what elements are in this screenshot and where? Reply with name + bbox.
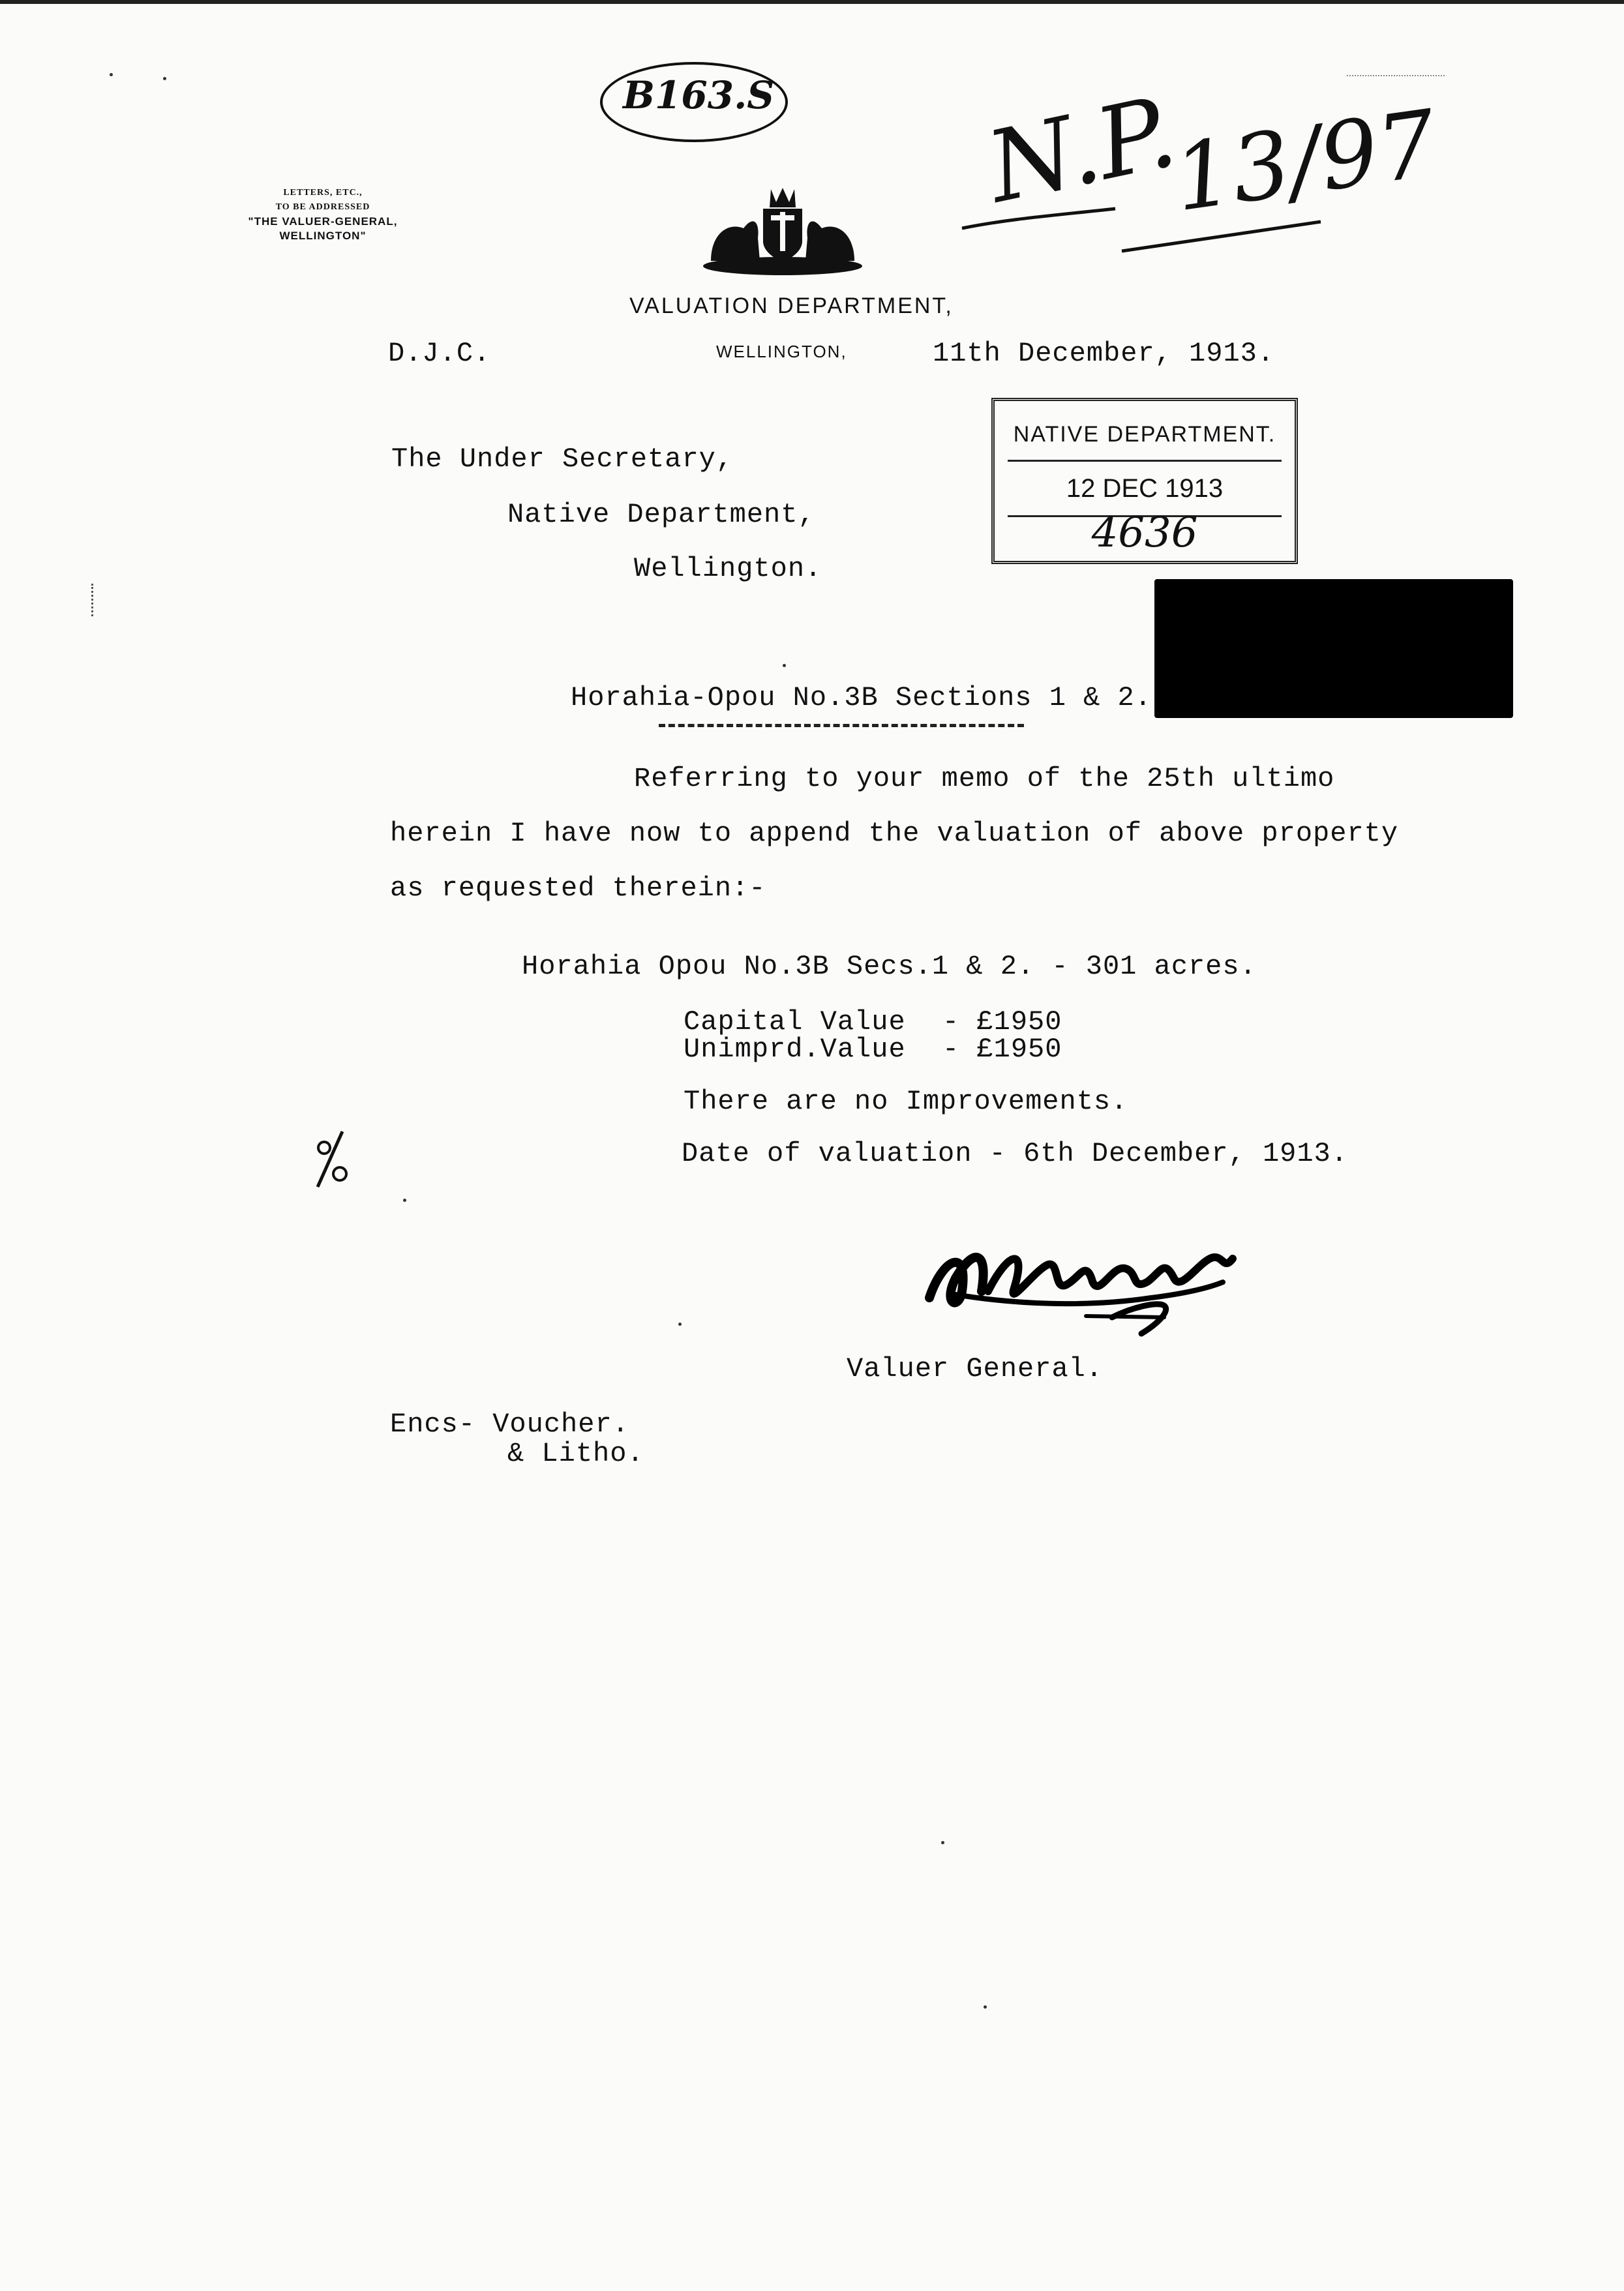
address-line-4: WELLINGTON" — [279, 230, 367, 242]
top-border — [0, 0, 1624, 4]
subject-line: Horahia-Opou No.3B Sections 1 & 2. — [571, 682, 1152, 713]
department-heading: VALUATION DEPARTMENT, — [629, 293, 954, 318]
scan-speck — [678, 1323, 682, 1326]
recipient-line-3: Wellington. — [634, 553, 822, 584]
stamp-date: 12 DEC 1913 — [1066, 474, 1224, 503]
improvements-line: There are no Improvements. — [684, 1086, 1128, 1117]
body-line-2: herein I have now to append the valuation of above property — [390, 818, 1399, 849]
scan-speck — [110, 73, 113, 76]
address-line-3: "THE VALUER-GENERAL, — [248, 215, 398, 228]
redaction-block — [1154, 579, 1513, 718]
valuation-date-line: Date of valuation - 6th December, 1913. — [682, 1138, 1348, 1169]
body-line-3: as requested therein:- — [390, 873, 766, 904]
initials: D.J.C. — [388, 338, 491, 369]
coat-of-arms-icon — [698, 183, 867, 277]
property-line: Horahia Opou No.3B Secs.1 & 2. - 301 acres. — [522, 951, 1257, 982]
signatory-title: Valuer General. — [847, 1353, 1104, 1385]
recipient-line-1: The Under Secretary, — [391, 443, 734, 475]
margin-mark-icon — [310, 1128, 355, 1193]
address-line-2: TO BE ADDRESSED — [275, 202, 370, 212]
scan-speck — [783, 664, 786, 667]
scan-speck — [163, 77, 166, 80]
recipient-line-2: Native Department, — [507, 499, 815, 530]
letterhead-address — [215, 186, 430, 243]
unimproved-value-amount: - £1950 — [942, 1034, 1062, 1065]
enclosures-line-2: & Litho. — [507, 1438, 644, 1469]
reference-number: B163.S — [623, 73, 775, 117]
scan-speck — [403, 1199, 406, 1202]
signature-icon — [916, 1220, 1242, 1340]
scan-speck — [984, 2005, 987, 2009]
subject-underline — [659, 721, 1024, 727]
address-line-1: LETTERS, ETC., — [283, 188, 363, 198]
enclosures-line-1: Encs- Voucher. — [390, 1409, 629, 1440]
letterhead-city: WELLINGTON, — [716, 342, 847, 361]
unimproved-value-label: Unimprd.Value — [684, 1034, 906, 1065]
file-number-underline — [959, 189, 1324, 261]
stamp-divider-1 — [1008, 460, 1282, 462]
file-number-left: N.P. — [978, 75, 1186, 226]
scan-speck — [941, 1841, 944, 1844]
stamp-office: NATIVE DEPARTMENT. — [1013, 422, 1276, 447]
file-number-right: 13/97 — [1167, 90, 1443, 233]
body-line-1: Referring to your memo of the 25th ultimo — [634, 763, 1335, 794]
stamp-number: 4636 — [1091, 509, 1198, 557]
scan-mark — [1347, 75, 1445, 78]
capital-value-label: Capital Value — [684, 1006, 906, 1038]
letter-date: 11th December, 1913. — [933, 338, 1275, 369]
scan-mark — [91, 584, 95, 616]
capital-value-amount: - £1950 — [942, 1006, 1062, 1038]
received-stamp — [991, 398, 1298, 564]
